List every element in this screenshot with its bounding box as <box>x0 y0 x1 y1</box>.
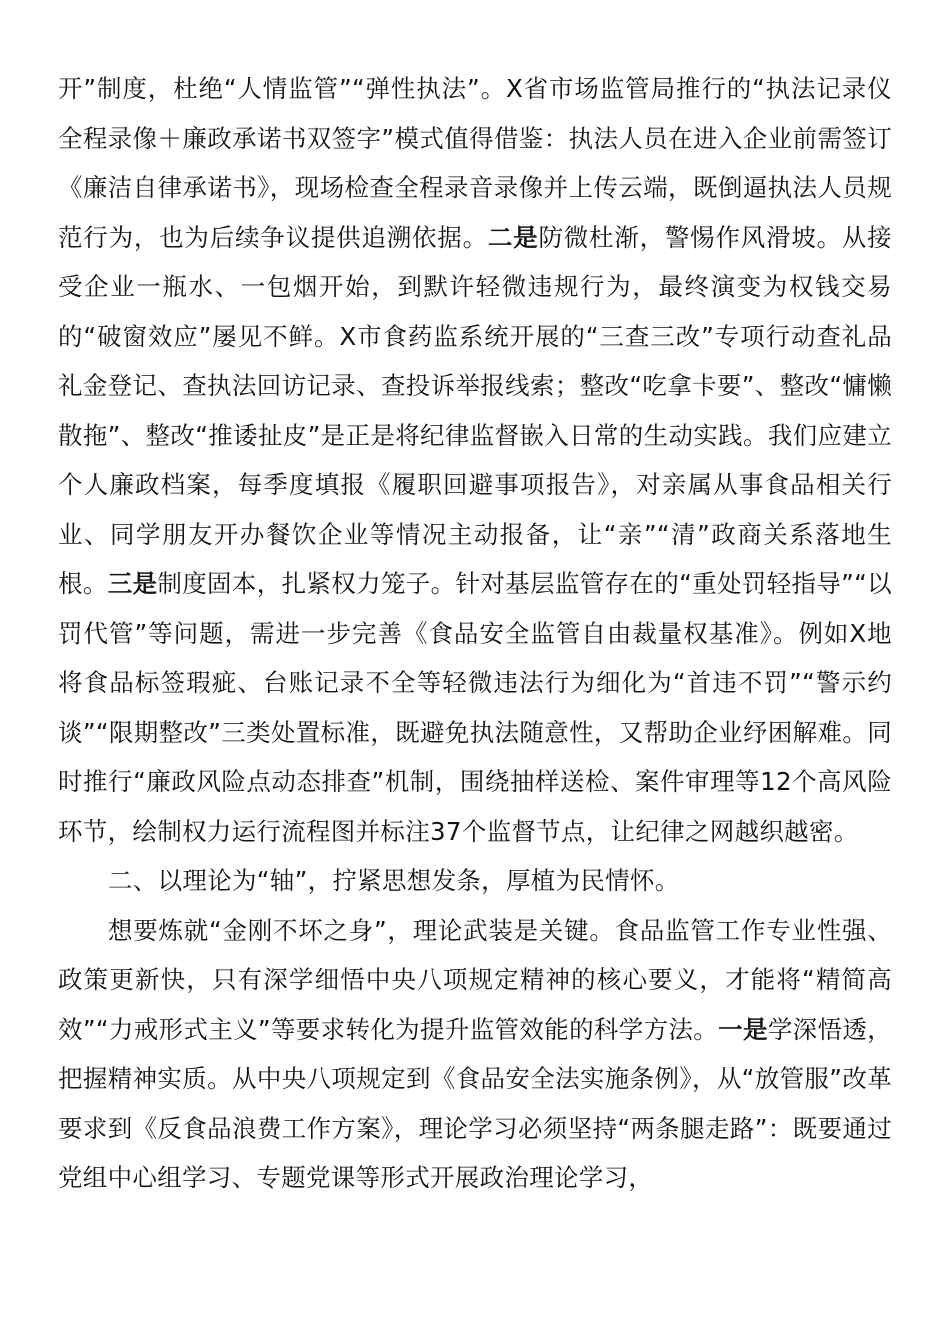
section-heading-2 <box>58 856 892 906</box>
heading-text: 二、以理论为“轴”，拧紧思想发条，厚植为民情怀。 <box>108 866 680 895</box>
paragraph-1 <box>58 64 892 856</box>
emphasis-segment: 二是 <box>487 222 539 252</box>
text-segment: 开”制度，杜绝“人情监管”“弹性执法”。X省市场监管局推行的“执法记录仪全程录像＋廉政承诺书双签字”模式值得借鉴：执法人员在进入企业前需签订《廉洁自律承诺书》，现场检查全程录音录像并上传云端，既倒逼执法人员规范行为，也为后续争议提供追溯依据。 <box>58 74 892 252</box>
emphasis-segment: 一是 <box>718 1014 768 1044</box>
text-segment: 想要炼就“金刚不坏之身”，理论武装是关键。食品监管工作专业性强、政策更新快，只有深学细悟中央八项规定精神的核心要义，才能将“精简高效”“力戒形式主义”等要求转化为提升监管效能的科学方法。 <box>58 915 892 1044</box>
text-segment: 学深悟透，把握精神实质。从中央八项规定到《食品安全法实施条例》，从“放管服”改革要求到《反食品浪费工作方案》，理论学习必须坚持“两条腿走路”：既要通过党组中心组学习、专题党课等形式开展政治理论学习， <box>58 1014 892 1192</box>
text-segment: 防微杜渐，警惕作风滑坡。从接受企业一瓶水、一包烟开始，到默许轻微违规行为，最终演变为权钱交易的“破窗效应”屡见不鲜。X市食药监系统开展的“三查三改”专项行动查礼品礼金登记、查执法回访记录、查投诉举报线索；整改“吃拿卡要”、整改“慵懒散拖”、整改“推诿扯皮”是正是将纪律监督嵌入日常的生动实践。我们应建立个人廉政档案，每季度填报《履职回避事项报告》，对亲属从事食品相关行业、同学朋友开办餐饮企业等情况主动报备，让“亲”“清”政商关系落地生根。 <box>58 222 892 598</box>
emphasis-segment: 三是 <box>107 569 158 598</box>
paragraph-2 <box>58 906 892 1203</box>
text-segment: 制度固本，扎紧权力笼子。针对基层监管存在的“重处罚轻指导”“以罚代管”等问题，需进一步完善《食品安全监管自由裁量权基准》。例如X地将食品标签瑕疵、台账记录不全等轻微违法行为细化为“首违不罚”“警示约谈”“限期整改”三类处置标准，既避免执法随意性，又帮助企业纾困解难。同时推行“廉政风险点动态排查”机制，围绕抽样送检、案件审理等12个高风险环节，绘制权力运行流程图并标注37个监督节点，让纪律之网越织越密。 <box>58 569 892 846</box>
document-page <box>58 64 892 1203</box>
